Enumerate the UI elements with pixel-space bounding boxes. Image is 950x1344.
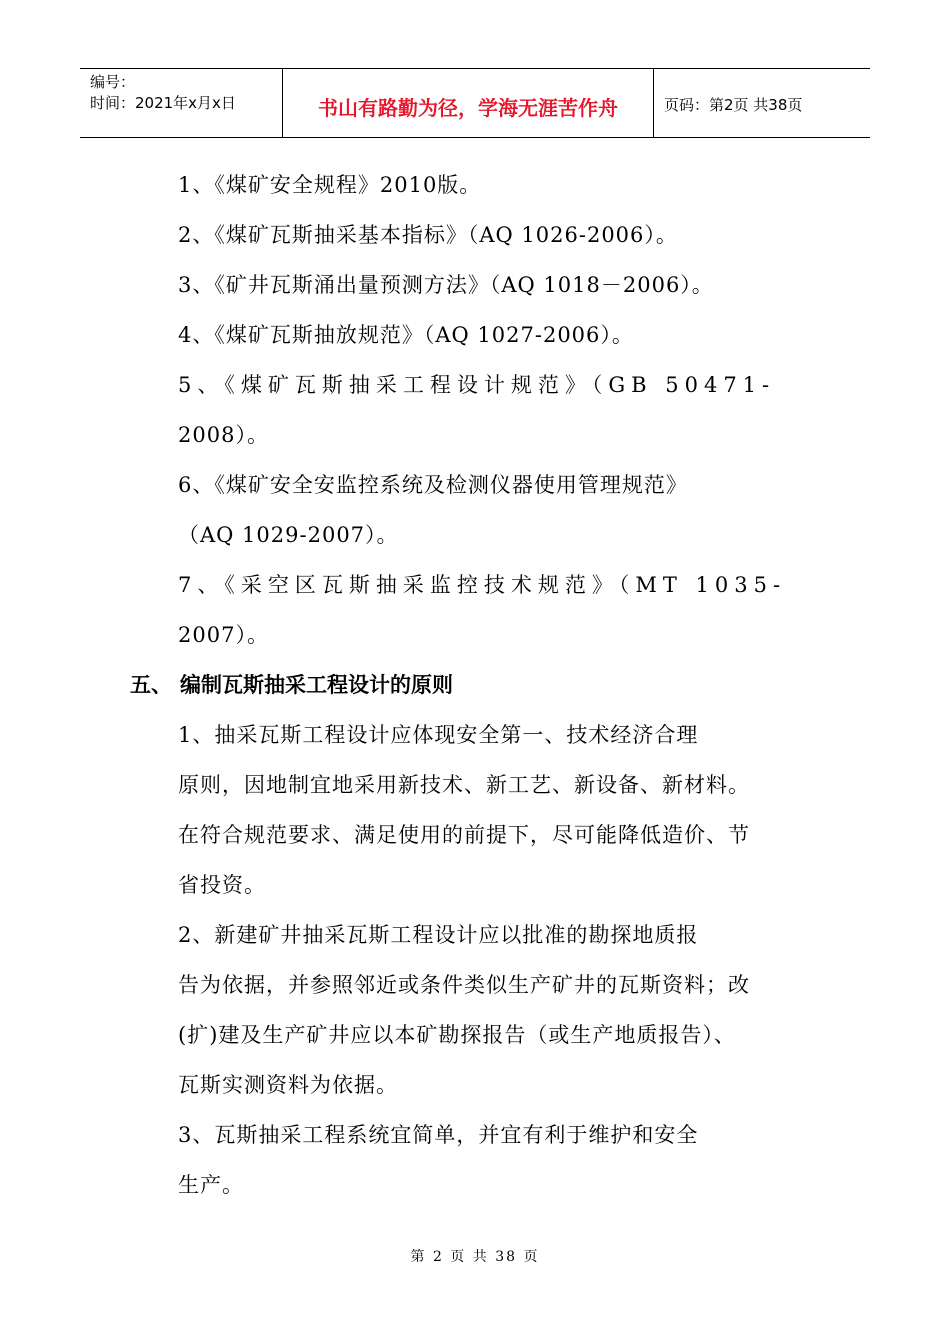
reference-item: 4、《煤矿瓦斯抽放规范》（AQ 1027-2006）。 [178, 323, 634, 347]
page-header [80, 68, 870, 138]
principle-line: 瓦斯实测资料为依据。 [178, 1073, 398, 1097]
reference-item-continuation: （AQ 1029-2007）。 [178, 523, 399, 547]
page-footer: 第 2 页 共 38 页 [410, 1249, 540, 1265]
header-motto: 书山有路勤为径，学海无涯苦作舟 [283, 69, 654, 137]
reference-item-line: 7、《采空区瓦斯抽采监控技术规范》（MT 1035- [178, 573, 787, 597]
section-heading [130, 660, 810, 710]
reference-item-line: 5、《煤矿瓦斯抽采工程设计规范》（GB 50471- [178, 373, 776, 397]
document-date: 时间：2021年x月x日 [90, 94, 236, 112]
principle-line: 1、抽采瓦斯工程设计应体现安全第一、技术经济合理 [178, 723, 699, 747]
reference-item: 3、《矿井瓦斯涌出量预测方法》（AQ 1018－2006）。 [178, 273, 714, 297]
principle-line: 生产。 [178, 1173, 244, 1197]
principle-line: 省投资。 [178, 873, 266, 897]
reference-item-line: 6、《煤矿安全安监控系统及检测仪器使用管理规范》 [178, 473, 688, 497]
document-number-label: 编号： [90, 73, 136, 91]
document-body [130, 160, 810, 1210]
reference-item-continuation: 2008）。 [178, 423, 269, 447]
principle-line: 原则，因地制宜地采用新技术、新工艺、新设备、新材料。 [178, 773, 750, 797]
reference-item: 2、《煤矿瓦斯抽采基本指标》（AQ 1026-2006）。 [178, 223, 678, 247]
header-page-info: 页码：第2页 共38页 [664, 95, 803, 114]
section-number: 五、 [130, 673, 172, 697]
principle-line: 在符合规范要求、满足使用的前提下，尽可能降低造价、节 [178, 823, 750, 847]
principle-line: (扩)建及生产矿井应以本矿勘探报告（或生产地质报告）、 [178, 1023, 736, 1047]
principle-line: 2、新建矿井抽采瓦斯工程设计应以批准的勘探地质报 [178, 923, 699, 947]
principle-line: 3、瓦斯抽采工程系统宜简单，并宜有利于维护和安全 [178, 1123, 699, 1147]
header-meta [80, 69, 283, 137]
reference-item: 1、《煤矿安全规程》2010版。 [178, 173, 482, 197]
reference-item-continuation: 2007）。 [178, 623, 269, 647]
section-title: 编制瓦斯抽采工程设计的原则 [180, 673, 453, 697]
principle-line: 告为依据，并参照邻近或条件类似生产矿井的瓦斯资料；改 [178, 973, 750, 997]
